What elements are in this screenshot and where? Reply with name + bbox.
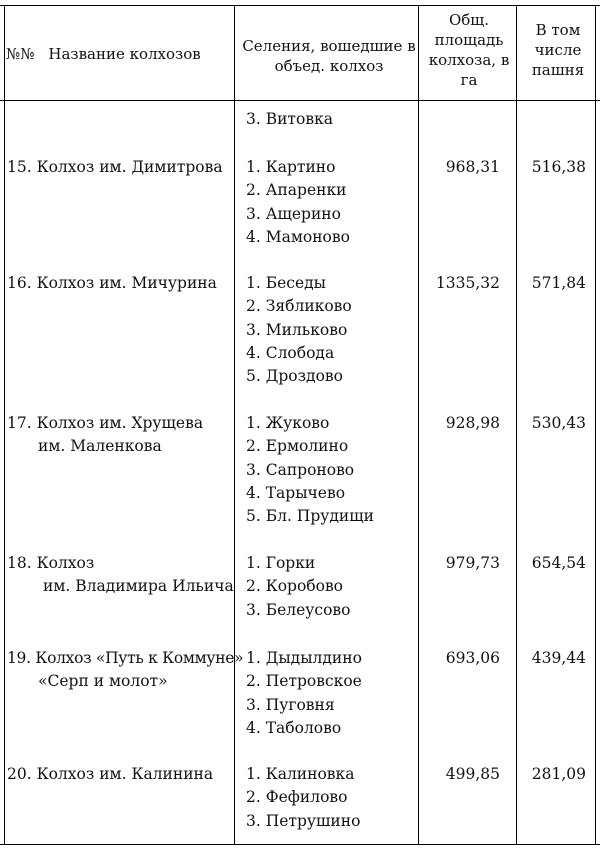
kolkhoz-name-line: 15. Колхоз им. Димитрова: [7, 158, 223, 176]
kolkhoz-name-line: 19. Колхоз «Путь к Коммуне»: [7, 649, 244, 667]
column-divider: [418, 5, 419, 844]
village-item: 1. Горки: [246, 554, 316, 572]
village-item: 2. Петровское: [246, 672, 362, 691]
village-item: 2. Ермолино: [246, 437, 349, 456]
kolkhoz-name-line: «Серп и молот»: [38, 672, 168, 691]
village-item: 5. Бл. Прудищи: [246, 507, 374, 526]
village-item: 3. Мильково: [246, 320, 348, 339]
village-item: 3. Петрушино: [246, 811, 361, 830]
kolkhoz-name: [7, 156, 223, 179]
village-list: [246, 412, 374, 528]
table-bottom-border: [0, 844, 600, 845]
village-item: 3. Пуговня: [246, 695, 335, 714]
header-bottom-border: [0, 100, 600, 101]
header-plow-line: В том: [535, 21, 581, 39]
column-divider: [234, 5, 235, 844]
village-item: 2. Коробово: [246, 577, 344, 596]
header-villages-line: Селения, вошедшие в: [242, 37, 416, 55]
village-item: 4. Мамоново: [246, 227, 350, 246]
plowland-value: 439,44: [531, 649, 586, 667]
village-list: [246, 156, 350, 249]
kolkhoz-name-line: 16. Колхоз им. Мичурина: [7, 274, 217, 292]
village-list: [246, 647, 362, 740]
header-area-line: га: [460, 71, 478, 89]
kolkhoz-name-line: 17. Колхоз им. Хрущева: [7, 414, 204, 432]
village-item: 5. Дроздово: [246, 367, 343, 386]
kolkhoz-name: [7, 647, 243, 694]
kolkhoz-name: [7, 272, 217, 295]
table-right-border: [595, 5, 596, 844]
village-list: [246, 763, 360, 833]
village-item: 3. Ащерино: [246, 204, 341, 223]
table-left-border: [4, 5, 5, 844]
header-plow-line: пашня: [531, 61, 585, 79]
total-area-value: 693,06: [445, 649, 500, 667]
header-plow-line: числе: [534, 41, 582, 59]
total-area-value: 928,98: [445, 414, 500, 432]
table-top-border: [0, 5, 600, 6]
plowland-value: 571,84: [531, 274, 586, 292]
kolkhoz-name-line: 20. Колхоз им. Калинина: [7, 765, 214, 783]
village-item: 2. Зябликово: [246, 297, 352, 316]
kolkhoz-name-line: 18. Колхоз: [7, 554, 95, 572]
village-item: 4. Тарычево: [246, 483, 346, 502]
village-item: 1. Картино: [246, 158, 336, 176]
village-item: 1. Беседы: [246, 274, 327, 292]
header-area-line: колхоза, в: [428, 51, 510, 69]
kolkhoz-name-line: им. Владимира Ильича: [43, 577, 234, 596]
kolkhoz-name: [7, 763, 213, 786]
kolkhoz-name-line: им. Маленкова: [38, 437, 162, 456]
village-list: [246, 552, 351, 622]
total-area-value: 1335,32: [435, 274, 500, 292]
village-item: 2. Фефилово: [246, 788, 348, 807]
kolkhoz-name: [7, 552, 234, 599]
village-item: 2. Апаренки: [246, 181, 347, 200]
total-area-value: 499,85: [445, 765, 500, 783]
village-item: 4. Слобода: [246, 343, 335, 362]
header-number-and-name: [6, 44, 236, 64]
village-item: 4. Таболово: [246, 718, 342, 737]
plowland-value: 516,38: [531, 158, 586, 176]
village-item: 1. Калиновка: [246, 765, 355, 783]
plowland-value: 654,54: [531, 554, 586, 572]
total-area-value: 979,73: [445, 554, 500, 572]
header-villages: [238, 36, 420, 76]
plowland-value: 530,43: [531, 414, 586, 432]
header-villages-line: объед. колхоз: [274, 57, 384, 75]
village-item: 3. Сапроново: [246, 460, 355, 479]
header-number: №№: [6, 45, 35, 63]
header-plowland: [520, 20, 596, 80]
kolkhoz-name: [7, 412, 203, 459]
village-list: [246, 272, 352, 388]
total-area-value: 968,31: [445, 158, 500, 176]
header-total-area: [424, 10, 514, 90]
header-area-line: Общ.: [448, 11, 490, 29]
header-area-line: площадь: [434, 31, 504, 49]
village-item: 1. Дыдылдино: [246, 649, 362, 667]
plowland-value: 281,09: [531, 765, 586, 783]
continued-village: 3. Витовка: [246, 110, 333, 128]
village-item: 1. Жуково: [246, 414, 330, 432]
village-item: 3. Белеусово: [246, 600, 351, 619]
header-name: Название колхозов: [48, 45, 201, 63]
